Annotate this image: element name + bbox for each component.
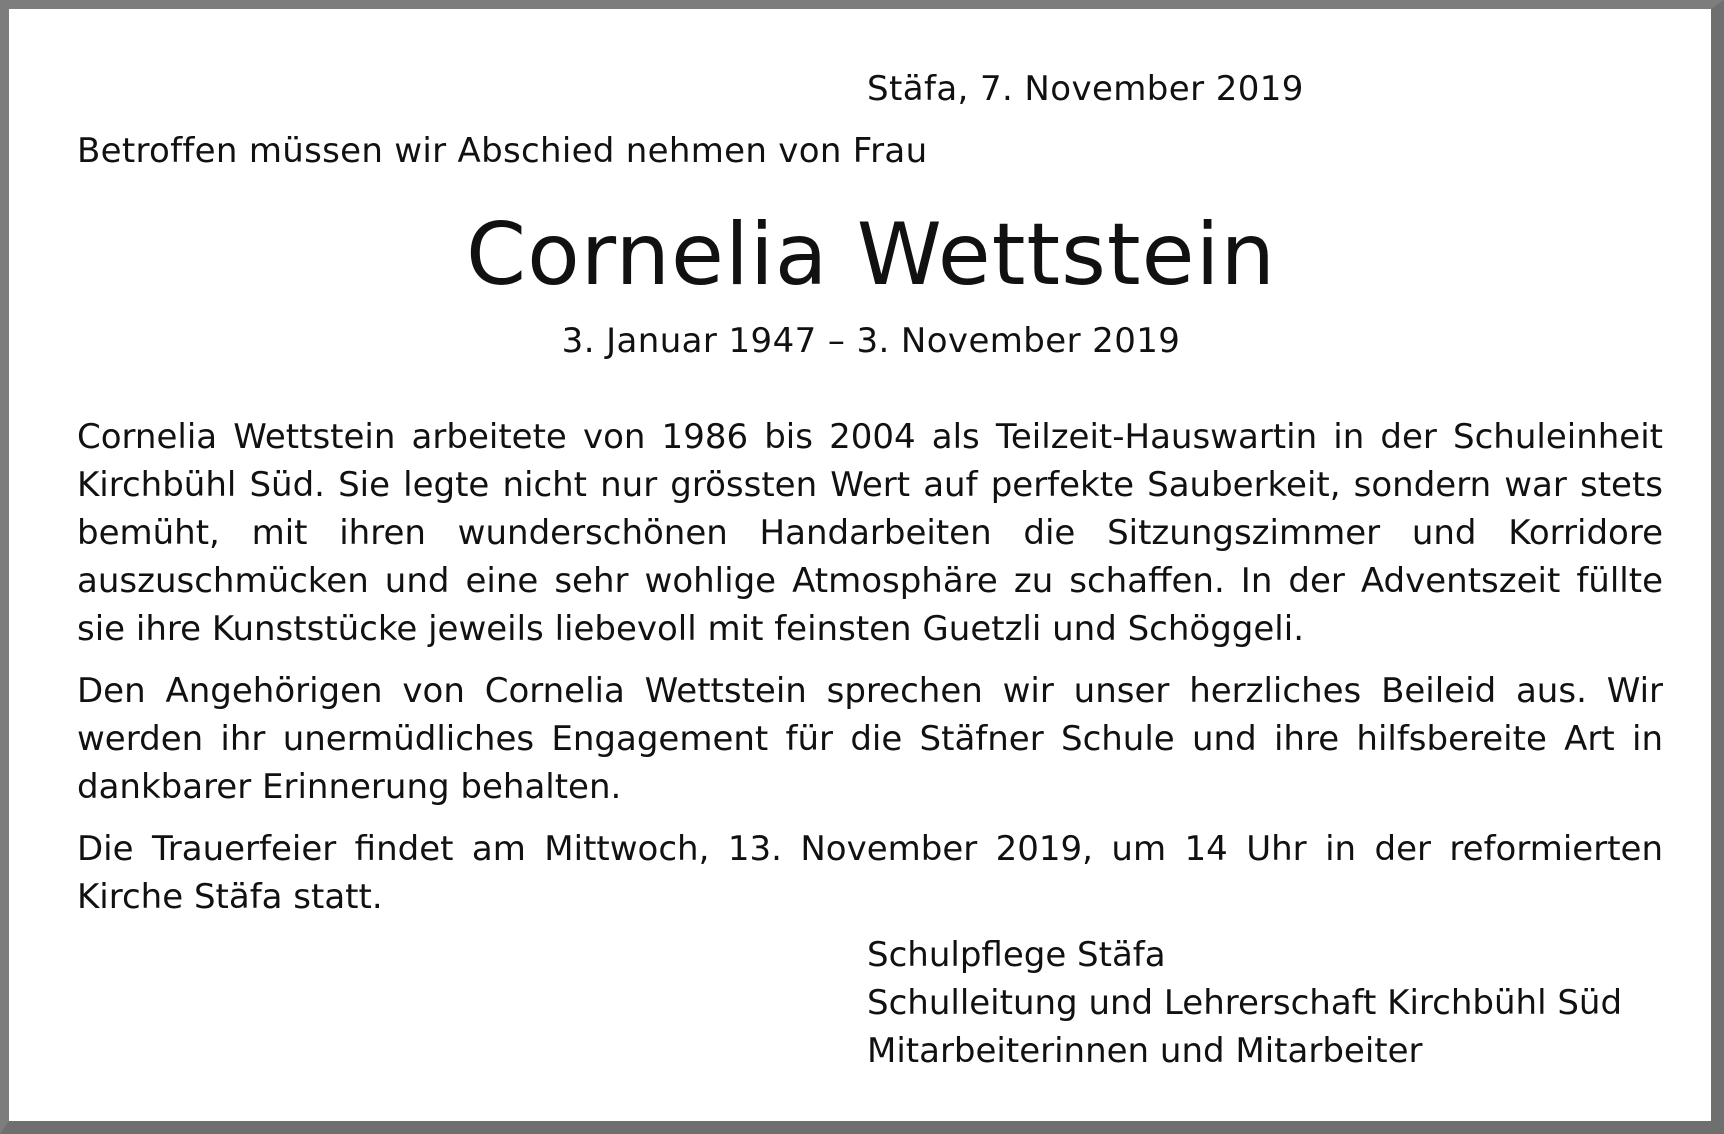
life-dates: 3. Januar 1947 – 3. November 2019: [561, 321, 1181, 361]
paragraph-tribute: Cornelia Wettstein arbeitete von 1986 bis 2004 als Teilzeit-Hauswartin in der Schuleinheit Kirchbühl Süd. Sie legte nicht nur grössten Wert auf perfekte Sauberkeit, sondern war stets bemüht, mit ihren wunderschönen Handarbeiten die Sitzungszimmer und Korridore auszuschmücken und eine sehr wohlige Atmosphäre zu schaffen. In der Adventszeit füllte sie ihre Kunststücke jeweils liebevoll mit feinsten Guetzli und Schöggeli.: [77, 417, 1663, 649]
signatory: Schulpflege Stäfa: [867, 935, 1166, 975]
intro-line: Betroffen müssen wir Abschied nehmen von Frau: [77, 131, 928, 171]
notice-body: [77, 413, 1663, 935]
deceased-name: Cornelia Wettstein: [466, 205, 1276, 305]
signatory: Schulleitung und Lehrerschaft Kirchbühl Süd: [867, 983, 1623, 1023]
place-date: Stäfa, 7. November 2019: [867, 69, 1304, 109]
signatory: Mitarbeiterinnen und Mitarbeiter: [867, 1031, 1423, 1071]
signatories: [867, 931, 1622, 1075]
paragraph-condolence: Den Angehörigen von Cornelia Wettstein sprechen wir unser herzliches Beileid aus. Wir werden ihr unermüdliches Engagement für die Stäfner Schule und ihre hilfsbereite Art in dankbarer Erinnerung behalten.: [77, 671, 1663, 807]
paragraph-funeral-info: Die Trauerfeier findet am Mittwoch, 13. November 2019, um 14 Uhr in der reformierten Kirche Stäfa statt.: [77, 829, 1663, 917]
